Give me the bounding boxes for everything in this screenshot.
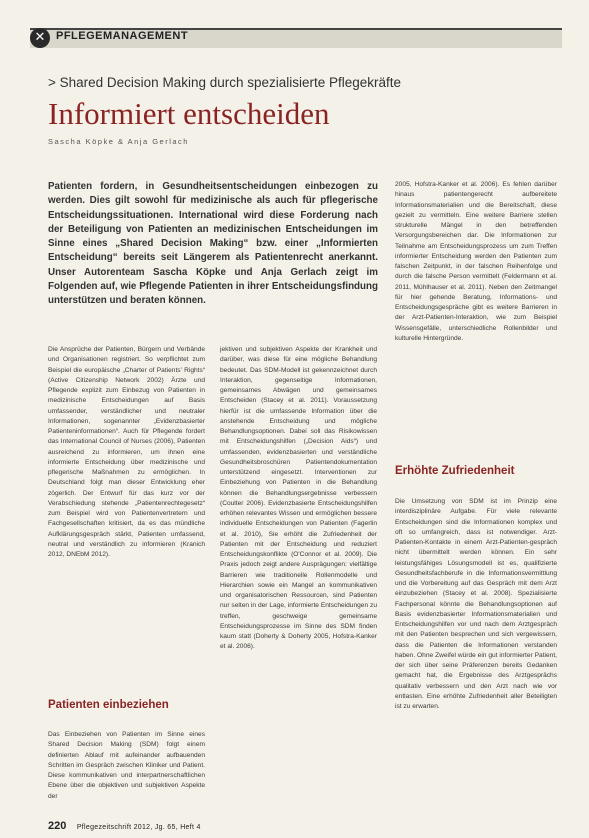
subheading-erhoehte-zufriedenheit: Erhöhte Zufriedenheit [395,465,515,477]
body-column-middle: jektiven und subjektiven Aspekte der Krankheit und darüber, was diese für eine mögliche Behandlung bedeutet. Das SDM-Modell ist gekennzeichnet durch Interaktion, gegenseitige Informationen, gemeinsames Abwägen und gemeinsames Entscheiden (Stacey et al. 2011). Voraussetzung hierfür ist die umfassende Information über die anstehende Entscheidung und mögliche Behandlungsoptionen. Dabei soll das Risikowissen mit Entscheidungshilfen („Decision Aids“) und umfassenden, evidenzbasierten und verständliche Gesundheitsbroschüren Patientendokumentation unterstützend eingesetzt. Interventionen zur Einbeziehung von Patienten in die Behandlung können die Behandlungsergebnisse verbessern (Coulter 2006). Evidenzbasierte Entscheidungshilfen erhöhen relevantes Wissen und ermöglichen bessere individuelle Entscheidungen von Patienten (Fagerlin et al. 2010), Sie erhöht die Zufriedenheit der Patienten mit der Entscheidung und reduziert Entscheidungskonflikte (O'Connor et al. 2009). Die Praxis jedoch zeigt andere Ausprägungen: vielfältige Barrieren wie traditionelle Rollenmodelle und Hierarchien sowie ein Mangel an kommunikativen und organisatorischen Ressourcen, sind Patienten nur selten in der Lage, informierte Entscheidungen zu treffen, geschweige gemeinsame Entscheidungsprozesse im Sinne des SDM finden kaum statt (Doherty & Doherty 2005, Hofstra-Kanker et al. 2006). [220,346,377,651]
article-authors: Sascha Köpke & Anja Gerlach [48,137,189,146]
body-column-right-top: 2005, Hofstra-Kanker et al. 2006). Es fehlen darüber hinaus patientengerecht aufbereitete Informationsmaterialien und die Bereitschaft, diese gezielt zu vermitteln. Eine weitere Barriere stellen strukturelle Mängel in den betreffenden Versorgungsbereichen dar. Die Informationen zur Teilnahme am Entscheidungsprozess um zum Treffen informierter Entscheidung werden den Patienten zum falschen Zeitpunkt, in der falschen Reihenfolge und durch die falsche Person vermittelt (Feldermann et al. 2011, Mühlhauser et al. 2011). Neben den Zeitmangel für hier gehende Beratung, Informations- und Entscheidungsgespräche gibt es weitere Barrieren in der Arzt-Patienten-Interaktion, wie zum Beispiel Wissensgefälle, unterschiedliche Rollenbilder und kulturelle Hintergründe. [395,181,557,342]
journal-citation: Pflegezeitschrift 2012, Jg. 65, Heft 4 [76,824,201,831]
body-column-left-continued: Das Einbeziehen von Patienten im Sinne eines Shared Decision Making (SDM) folgt einem definierten Ablauf mit aufeinander aufbauenden Schritten im Gespräch zwischen Kliniker und Patient. Diese kommunikativen und interpartnerschaftlichen Ebene über die objektiven und subjektiven Aspekte der [48,731,205,800]
article-lead: Patienten fordern, in Gesundheitsentscheidungen einbezogen zu werden. Dies gilt sowohl für medizinische als auch für pflegerische Entscheidungssituationen. International wird diese Forderung nach der Beteiligung von Patienten an medizinischen Entscheidungen im Sinne eines „Shared Decision Making“ bzw. einer „Informierten Entscheidung“ bereits seit Längerem als Patientenrecht anerkannt. Unser Autorenteam Sascha Köpke und Anja Gerlach zeigt im Folgenden auf, wie Pflegende Patienten in ihrer Entscheidungsfindung unterstützen und beraten können. [48,181,378,307]
section-title: PFLEGEMANAGEMENT [56,30,189,42]
body-column-left: Die Ansprüche der Patienten, Bürgern und Verbände und Organisationen registriert. So verpflichtet zum Beispiel die europäische „Charter of Patients' Rights“ (Active Citizenship Network 2002) Ärzte und Pflegende explizit zum Einbezug von Patienten in medizinische Entscheidungen auf Basis umfassender, verständlicher und neutraler Informationen, sogenannter „Evidenzbasierter Patienteninformationen“. Auch für Pflegende fordert das International Council of Nurses (2006), Patienten ausreichend zu informieren, um ihnen eine informierte Entscheidung über medizinische und pflegerische Maßnahmen zu ermöglichen. In Deutschland folgt man dieser Entwicklung eher zögerlich. Der Entwurf für das kurz vor der Verabschiedung stehende „Patientenrechtegesetz“ zum Beispiel wird von Patientenvertretern und Fachgesellschaften kritisiert, da es das mündliche Aufklärungsgespräch stärkt, Patienten umfassend, neutral und verständlich zu informieren (Kranich 2012, DNEbM 2012). [48,346,205,558]
x-icon: ✕ [30,28,50,48]
subheading-patienten-einbeziehen: Patienten einbeziehen [48,699,169,711]
page-footer [48,816,201,834]
article-title: Informiert entscheiden [48,96,330,131]
body-column-right-bottom: Die Umsetzung von SDM ist im Prinzip eine interdisziplinäre Aufgabe. Für viele relevante Entscheidungen sind die Informationen komplex und oft so umfangreich, dass ist notwendiger. Arzt-Patienten-Kontakte in einem Arzt-Patienten-gespräch nicht übermittelt werden können. Ein sehr leistungsfähiges Lösungsmodell ist es, qualifizierte Gesundheitsfachberufe in die Informationsvermittlung und die Vorbereitung auf das Gespräch mit dem Arzt einzubeziehen (Stacey et al. 2008). Spezialisierte Fachpersonal könnte die Behandlungsoptionen auf Basis evidenzbasierter Informationsmaterialien und Entscheidungshilfen vor und nach dem Arztgespräch mit den Patienten besprechen und sich vergewissern, dass die Patienten die Informationen verstanden haben. Ohne Zweifel würde ein gut informierter Patient, der sich über seine Präferenzen bereits Gedanken gemacht hat, die Ergebnisse des Arztgesprächs qualitativ verbessern und den Arzt nach wie vor entlasten. Eine erhöhte Zufriedenheit aller Beteiligten ist zu erwarten. [395,498,557,710]
page-number: 220 [48,820,67,832]
article-kicker: > Shared Decision Making durch spezialisierte Pflegekräfte [48,75,402,90]
